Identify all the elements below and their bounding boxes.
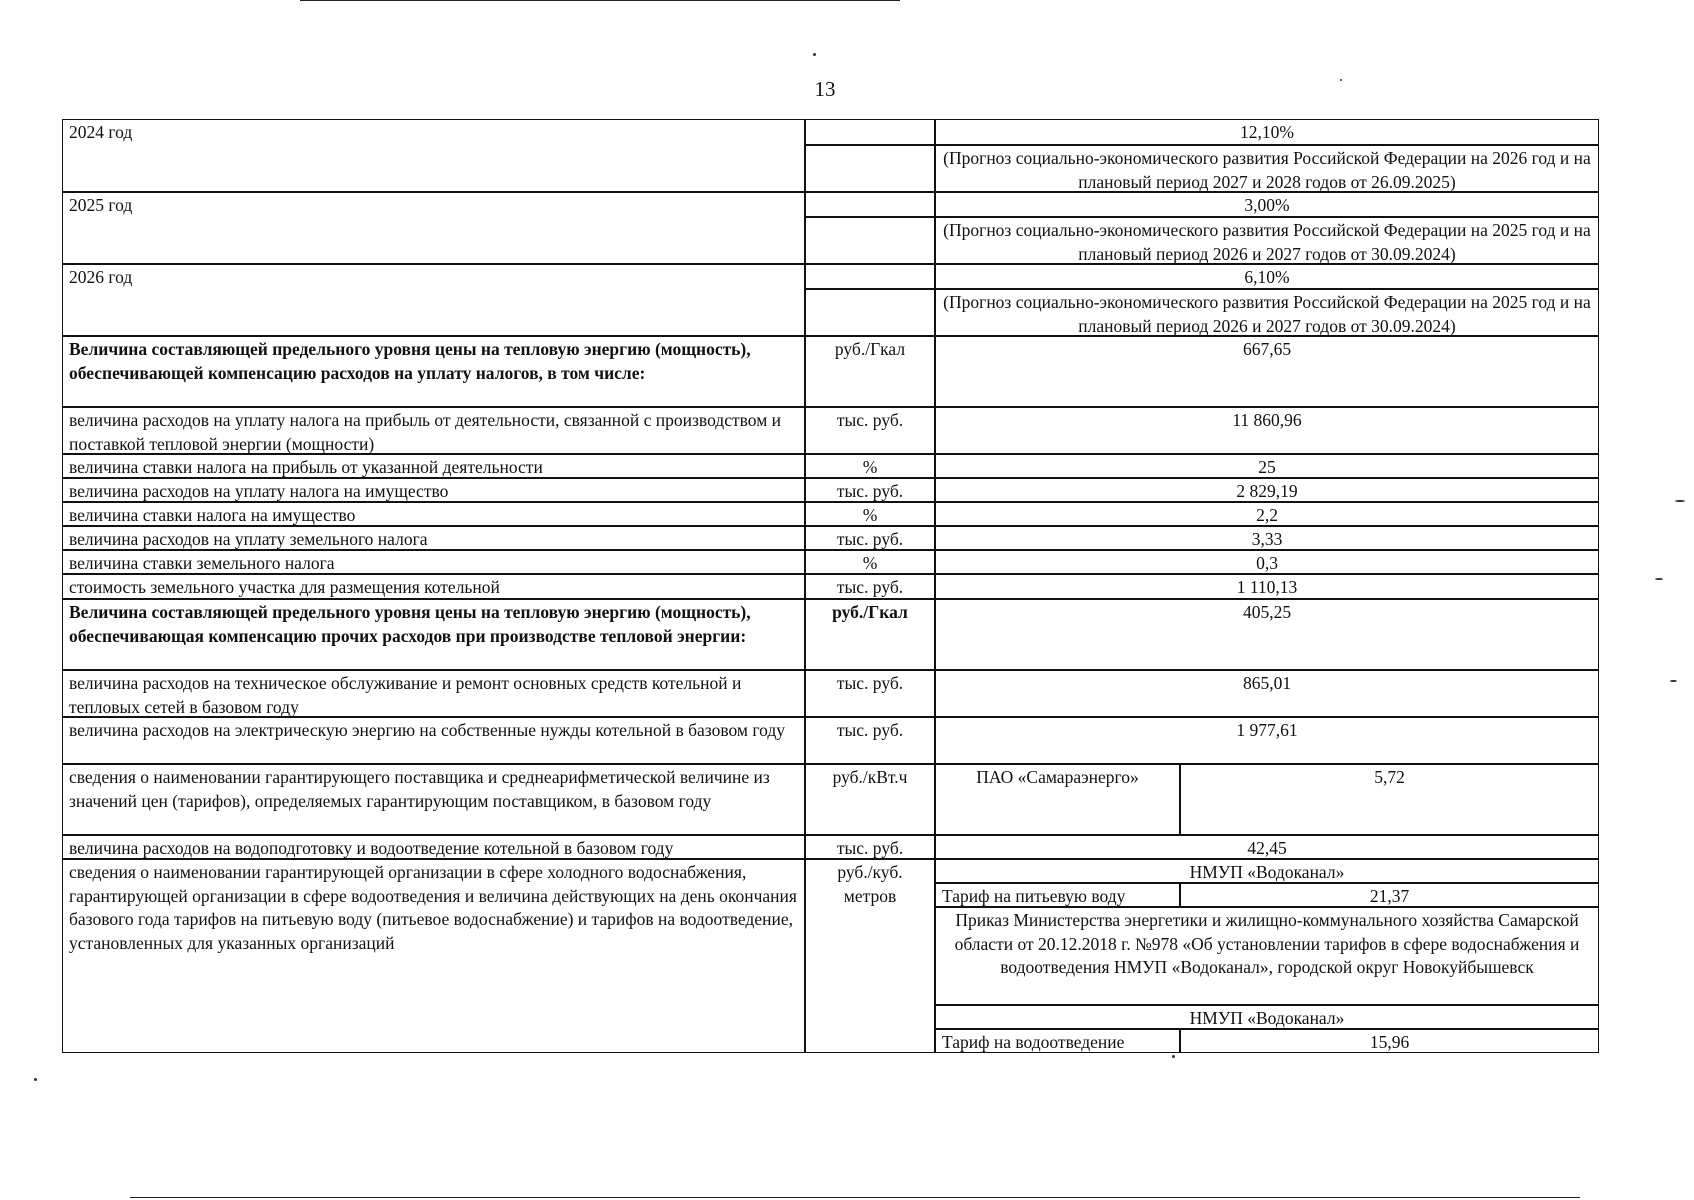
page-number: 13 — [814, 77, 836, 101]
row-unit: тыс. руб. — [805, 835, 935, 859]
unit-cell — [805, 289, 935, 336]
row-unit: руб./Гкал — [805, 599, 935, 670]
scan-edge-bottom — [130, 1197, 1580, 1198]
row-label: сведения о наименовании гарантирующего поставщика и среднеарифметической величине из значений цен (тарифов), определяемых гарантирующим поставщиком, в базовом году — [62, 764, 805, 835]
drinking-water-tariff-label: Тариф на питьевую воду — [935, 883, 1180, 907]
supplier-price: 5,72 — [1180, 764, 1599, 835]
row-label: Величина составляющей предельного уровня цены на тепловую энергию (мощность), обеспечивающей компенсацию расходов на уплату налогов, в том числе: — [62, 336, 805, 407]
growth-value: 6,10% — [935, 264, 1599, 289]
unit-cell — [805, 264, 935, 289]
row-value: 1 977,61 — [935, 717, 1599, 764]
row-unit: тыс. руб. — [805, 526, 935, 550]
row-label: величина расходов на электрическую энергию на собственные нужды котельной в базовом году — [62, 717, 805, 764]
scan-speck — [1675, 500, 1685, 502]
forecast-source: (Прогноз социально-экономического развития Российской Федерации на 2025 год и на плановый период 2026 и 2027 годов от 30.09.2024) — [935, 217, 1599, 264]
row-label: величина ставки земельного налога — [62, 550, 805, 574]
scan-speck — [1340, 79, 1342, 81]
growth-value: 12,10% — [935, 119, 1599, 145]
row-unit: % — [805, 454, 935, 478]
scan-speck — [813, 53, 816, 56]
row-value: 3,33 — [935, 526, 1599, 550]
row-label: величина ставки налога на прибыль от указанной деятельности — [62, 454, 805, 478]
supplier-name: ПАО «Самараэнерго» — [935, 764, 1180, 835]
row-value: 25 — [935, 454, 1599, 478]
sewage-tariff-value: 15,96 — [1180, 1029, 1599, 1053]
row-label: величина расходов на уплату налога на имущество — [62, 478, 805, 502]
row-unit: тыс. руб. — [805, 478, 935, 502]
scan-speck — [1172, 1055, 1175, 1058]
scan-speck — [1670, 680, 1677, 682]
row-unit: % — [805, 550, 935, 574]
row-value: 42,45 — [935, 835, 1599, 859]
tariff-order: Приказ Министерства энергетики и жилищно-коммунального хозяйства Самарской области от 20.12.2018 г. №978 «Об установлении тарифов в сфере водоснабжения и водоотведения НМУП «Водоканал», городской округ Новокуйбышевск — [935, 907, 1599, 1005]
row-label: величина расходов на водоподготовку и водоотведение котельной в базовом году — [62, 835, 805, 859]
row-value: 2,2 — [935, 502, 1599, 526]
row-value: 405,25 — [935, 599, 1599, 670]
unit-cell — [805, 217, 935, 264]
row-unit: руб./куб. метров — [805, 859, 935, 1053]
row-value: 2 829,19 — [935, 478, 1599, 502]
scan-edge-top — [300, 0, 900, 1]
row-label: величина расходов на уплату налога на прибыль от деятельности, связанной с производством и поставкой тепловой энергии (мощности) — [62, 407, 805, 454]
scan-speck — [34, 1078, 37, 1081]
row-value: 1 110,13 — [935, 574, 1599, 599]
unit-cell — [805, 119, 935, 145]
growth-value: 3,00% — [935, 192, 1599, 217]
drinking-water-tariff-value: 21,37 — [1180, 883, 1599, 907]
year-label: 2026 год — [62, 264, 805, 336]
row-value: 865,01 — [935, 670, 1599, 717]
row-value: 11 860,96 — [935, 407, 1599, 454]
year-label: 2025 год — [62, 192, 805, 264]
water-org-name: НМУП «Водоканал» — [935, 859, 1599, 883]
forecast-source: (Прогноз социально-экономического развития Российской Федерации на 2026 год и на плановый период 2027 и 2028 годов от 26.09.2025) — [935, 145, 1599, 192]
forecast-source: (Прогноз социально-экономического развития Российской Федерации на 2025 год и на плановый период 2026 и 2027 годов от 30.09.2024) — [935, 289, 1599, 336]
row-unit: тыс. руб. — [805, 670, 935, 717]
row-unit: тыс. руб. — [805, 574, 935, 599]
scan-speck — [1655, 578, 1663, 580]
row-label: Величина составляющей предельного уровня цены на тепловую энергию (мощность), обеспечивающая компенсацию прочих расходов при производстве тепловой энергии: — [62, 599, 805, 670]
row-label: сведения о наименовании гарантирующей организации в сфере холодного водоснабжения, гарантирующей организации в сфере водоотведения и величина действующих на день окончания базового года тарифов на питьевую воду (питьевое водоснабжение) и тарифов на водоотведение, установленных для указанных организаций — [62, 859, 805, 1053]
row-label: величина расходов на уплату земельного налога — [62, 526, 805, 550]
row-unit: тыс. руб. — [805, 407, 935, 454]
unit-cell — [805, 145, 935, 192]
row-value: 0,3 — [935, 550, 1599, 574]
unit-cell — [805, 192, 935, 217]
row-unit: руб./кВт.ч — [805, 764, 935, 835]
sewage-tariff-label: Тариф на водоотведение — [935, 1029, 1180, 1053]
row-label: величина расходов на техническое обслуживание и ремонт основных средств котельной и тепловых сетей в базовом году — [62, 670, 805, 717]
row-unit: % — [805, 502, 935, 526]
water-org-name: НМУП «Водоканал» — [935, 1005, 1599, 1029]
row-value: 667,65 — [935, 336, 1599, 407]
year-label: 2024 год — [62, 119, 805, 192]
row-label: стоимость земельного участка для размещения котельной — [62, 574, 805, 599]
row-unit: руб./Гкал — [805, 336, 935, 407]
row-unit: тыс. руб. — [805, 717, 935, 764]
row-label: величина ставки налога на имущество — [62, 502, 805, 526]
